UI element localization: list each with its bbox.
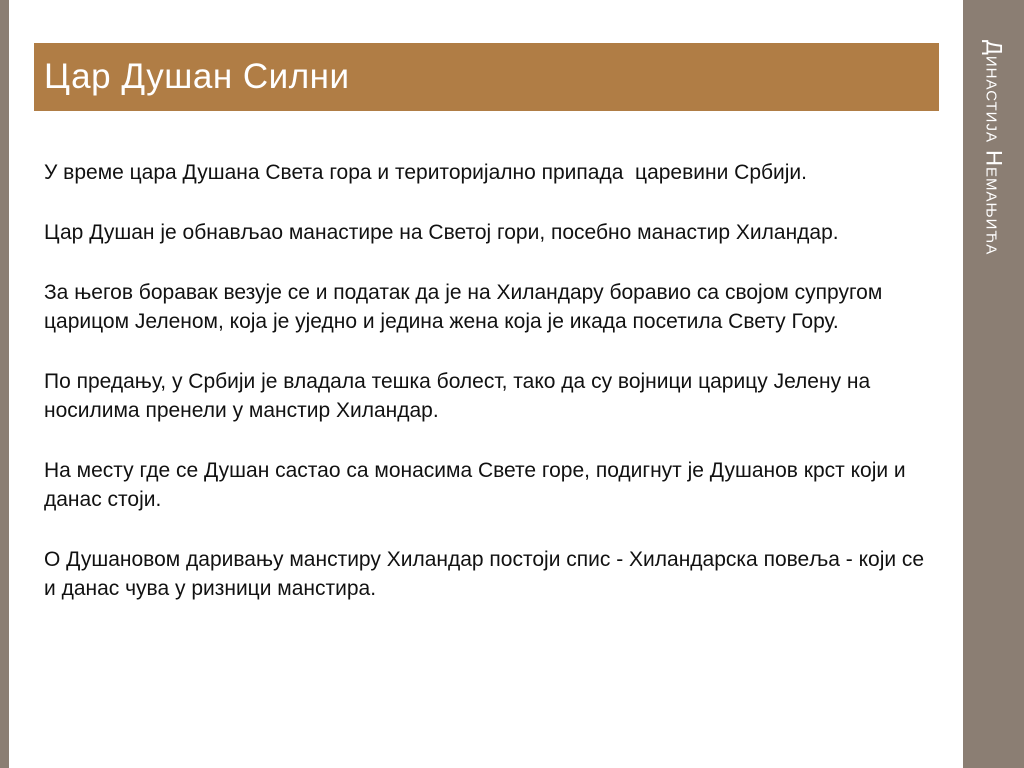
paragraph-1: У време цара Душана Света гора и територијално припада царевини Србији. [44,161,807,184]
slide-title: Цар Душан Силни [44,57,350,96]
paragraph-6: О Душановом даривању манстиру Хиландар постоји спис - Хиландарска повеља - који се и данас чува у ризници манстира. [44,548,930,600]
paragraph-2: Цар Душан је обнављао манастире на Светој гори, посебно манастир Хиландар. [44,221,839,244]
paragraph-5: На месту где се Душан састао са монасима Свете горе, подигнут је Душанов крст који и данас стоји. [44,459,912,511]
title-bar [34,43,939,111]
side-title: Династија Немањића [981,40,1007,256]
paragraph-4: По предању, у Србији је владала тешка болест, тако да су војници царицу Јелену на носилима пренели у манстир Хиландар. [44,370,877,422]
side-title-container [963,40,1024,360]
slide-content [44,158,939,634]
paragraph-3: За његов боравак везује се и податак да је на Хиландару боравио са својом супругом царицом Јеленом, која је уједно и једина жена која је икада посетила Свету Гору. [44,281,889,333]
left-border [0,0,9,768]
